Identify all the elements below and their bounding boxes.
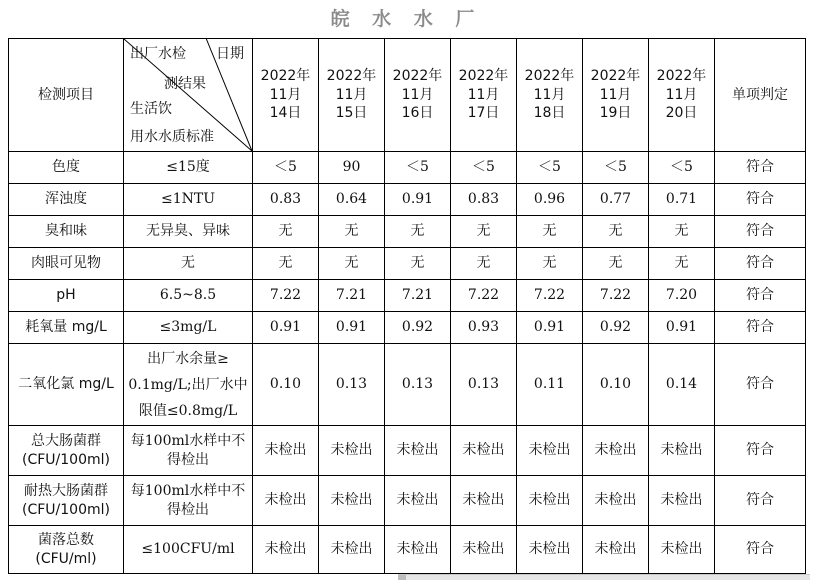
table-row	[9, 152, 806, 184]
header-row	[9, 39, 806, 152]
judgement-cell: 符合	[715, 152, 806, 184]
result-cell: 7.22	[517, 280, 583, 312]
table-row	[9, 184, 806, 216]
result-cell: 未检出	[517, 426, 583, 476]
table-row	[9, 476, 806, 526]
item-name-cell: 浑浊度	[9, 184, 124, 216]
result-cell: 未检出	[517, 526, 583, 574]
judgement-cell: 符合	[715, 248, 806, 280]
judgement-cell: 符合	[715, 344, 806, 426]
result-cell: 0.77	[583, 184, 649, 216]
judgement-cell: 符合	[715, 184, 806, 216]
item-name-cell: 色度	[9, 152, 124, 184]
date-header: 2022年 11月 17日	[451, 39, 517, 152]
result-cell: 0.91	[319, 312, 385, 344]
item-name-cell: 二氧化氯 mg/L	[9, 344, 124, 426]
diag-low-label-1: 生活饮	[130, 101, 172, 117]
standard-cell: 每100ml水样中不 得检出	[124, 426, 253, 476]
result-cell: 0.96	[517, 184, 583, 216]
result-cell: 7.21	[319, 280, 385, 312]
table-row	[9, 426, 806, 476]
standard-cell: ≤15度	[124, 152, 253, 184]
result-cell: 0.91	[385, 184, 451, 216]
result-cell: 7.21	[385, 280, 451, 312]
judgement-cell: 符合	[715, 312, 806, 344]
result-cell: 无	[253, 248, 319, 280]
result-cell: 未检出	[385, 476, 451, 526]
standard-cell: 无异臭、异味	[124, 216, 253, 248]
table-row	[9, 344, 806, 426]
result-cell: 未检出	[649, 426, 715, 476]
water-quality-table	[8, 38, 806, 574]
diagonal-header-cell	[124, 39, 253, 152]
date-header: 2022年 11月 14日	[253, 39, 319, 152]
result-cell: 无	[649, 248, 715, 280]
result-cell: 无	[583, 216, 649, 248]
diag-date-label: 日期	[216, 46, 244, 62]
item-name-cell: 臭和味	[9, 216, 124, 248]
result-cell: 0.91	[253, 312, 319, 344]
result-cell: 未检出	[517, 476, 583, 526]
result-cell: ＜5	[385, 152, 451, 184]
result-cell: 未检出	[451, 476, 517, 526]
result-cell: 未检出	[649, 476, 715, 526]
result-cell: 7.22	[451, 280, 517, 312]
standard-cell: ≤3mg/L	[124, 312, 253, 344]
standard-cell: ≤1NTU	[124, 184, 253, 216]
table-row	[9, 216, 806, 248]
result-cell: 未检出	[385, 426, 451, 476]
result-cell: 0.91	[517, 312, 583, 344]
item-name-cell: 总大肠菌群 (CFU/100ml)	[9, 426, 124, 476]
result-cell: 未检出	[253, 426, 319, 476]
result-cell: 0.92	[385, 312, 451, 344]
item-name-cell: pH	[9, 280, 124, 312]
standard-cell: 无	[124, 248, 253, 280]
result-cell: ＜5	[649, 152, 715, 184]
table-row	[9, 312, 806, 344]
page-title: 皖 水 水 厂	[330, 8, 483, 30]
date-header: 2022年 11月 16日	[385, 39, 451, 152]
diag-mid-label: 测结果	[164, 76, 206, 92]
result-cell: 无	[385, 248, 451, 280]
result-cell: 无	[517, 248, 583, 280]
scrollbar-thumb[interactable]	[398, 575, 406, 580]
standard-cell: 出厂水余量≥ 0.1mg/L;出厂水中 限值≤0.8mg/L	[124, 344, 253, 426]
result-cell: 无	[253, 216, 319, 248]
result-cell: 0.13	[385, 344, 451, 426]
result-cell: 未检出	[583, 526, 649, 574]
result-cell: 0.92	[583, 312, 649, 344]
result-cell: 无	[319, 216, 385, 248]
result-cell: 未检出	[253, 526, 319, 574]
standard-cell: 每100ml水样中不 得检出	[124, 476, 253, 526]
result-cell: 0.71	[649, 184, 715, 216]
result-cell: 0.14	[649, 344, 715, 426]
result-cell: 0.13	[451, 344, 517, 426]
result-cell: 无	[319, 248, 385, 280]
result-cell: 0.64	[319, 184, 385, 216]
result-cell: 无	[385, 216, 451, 248]
judgement-cell: 符合	[715, 476, 806, 526]
result-cell: ＜5	[253, 152, 319, 184]
judgement-cell: 符合	[715, 426, 806, 476]
table-row	[9, 248, 806, 280]
item-name-cell: 菌落总数 (CFU/ml)	[9, 526, 124, 574]
result-cell: 未检出	[319, 426, 385, 476]
result-cell: 0.93	[451, 312, 517, 344]
result-cell: 无	[451, 216, 517, 248]
result-cell: 未检出	[385, 526, 451, 574]
judgement-cell: 符合	[715, 526, 806, 574]
result-cell: 无	[451, 248, 517, 280]
horizontal-scrollbar[interactable]	[398, 574, 810, 580]
result-cell: ＜5	[451, 152, 517, 184]
diag-top-label: 出厂水检	[130, 46, 186, 62]
result-cell: 无	[583, 248, 649, 280]
date-header: 2022年 11月 18日	[517, 39, 583, 152]
result-cell: 0.83	[253, 184, 319, 216]
item-name-cell: 肉眼可见物	[9, 248, 124, 280]
diag-low-label-2: 用水水质标准	[130, 129, 214, 145]
standard-cell: ≤100CFU/ml	[124, 526, 253, 574]
table-row	[9, 526, 806, 574]
result-cell: ＜5	[583, 152, 649, 184]
item-name-cell: 耐热大肠菌群 (CFU/100ml)	[9, 476, 124, 526]
result-cell: 未检出	[583, 476, 649, 526]
result-cell: 未检出	[319, 476, 385, 526]
result-cell: ＜5	[517, 152, 583, 184]
result-cell: 0.83	[451, 184, 517, 216]
result-cell: 未检出	[583, 426, 649, 476]
date-header: 2022年 11月 19日	[583, 39, 649, 152]
result-cell: 未检出	[649, 526, 715, 574]
header-judge-label: 单项判定	[715, 39, 806, 152]
judgement-cell: 符合	[715, 280, 806, 312]
result-cell: 无	[649, 216, 715, 248]
table-row	[9, 280, 806, 312]
result-cell: 未检出	[253, 476, 319, 526]
result-cell: 0.91	[649, 312, 715, 344]
result-cell: 未检出	[319, 526, 385, 574]
result-cell: 无	[517, 216, 583, 248]
header-item-label: 检测项目	[9, 39, 124, 152]
result-cell: 7.22	[583, 280, 649, 312]
result-cell: 未检出	[451, 526, 517, 574]
result-cell: 0.10	[253, 344, 319, 426]
result-cell: 7.22	[253, 280, 319, 312]
date-header: 2022年 11月 15日	[319, 39, 385, 152]
result-cell: 未检出	[451, 426, 517, 476]
result-cell: 0.13	[319, 344, 385, 426]
result-cell: 0.10	[583, 344, 649, 426]
judgement-cell: 符合	[715, 216, 806, 248]
result-cell: 90	[319, 152, 385, 184]
standard-cell: 6.5~8.5	[124, 280, 253, 312]
date-header: 2022年 11月 20日	[649, 39, 715, 152]
result-cell: 0.11	[517, 344, 583, 426]
result-cell: 7.20	[649, 280, 715, 312]
item-name-cell: 耗氧量 mg/L	[9, 312, 124, 344]
